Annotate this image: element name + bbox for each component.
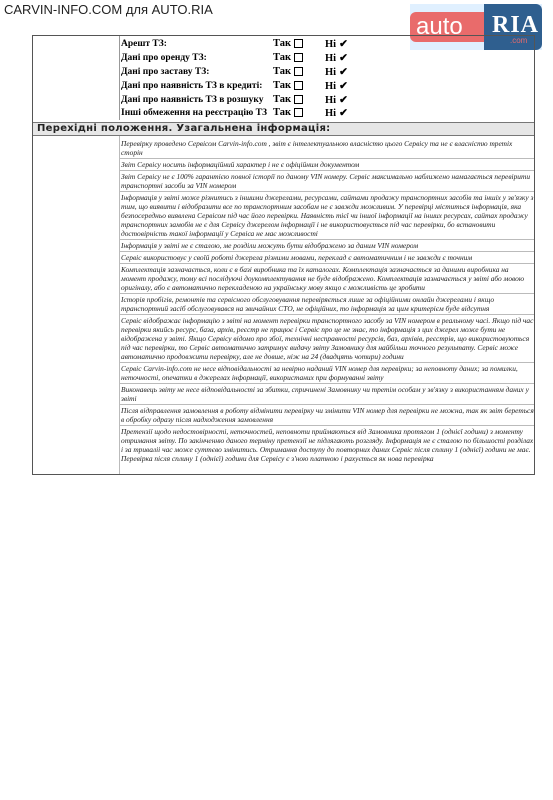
note-item: Інформація у звіті може різнитись з іншими джерелами, ресурсами, сайтами продажу транспортних засобів та іншіх у зв'язку з тим, що виявити і відобразити все по транспортним засобам не є завжди можливим. У перевірці міститься інформація, яка безпосередньо виявлена Сервісом під час його перевірки. Наявність тієї чи іншої інформації на інших ресурсах, сайтах продажу транспортних замобів не є для Сервісу джерелом інформації і не використовується під час перевірки, бо встановити достовірність такої інформації у Сервіса не має можливості [121,193,534,238]
question-row [33,67,534,79]
checkmark-icon: ✔ [339,53,348,64]
checkbox-empty-icon [294,39,303,48]
yes-option: Так [273,94,303,105]
logo-dotcom-text: .com [510,36,528,45]
checkbox-empty-icon [294,67,303,76]
question-row [33,53,534,65]
checkmark-icon: ✔ [339,81,348,92]
logo-auto-text: auto [416,13,463,40]
question-label: Дані про заставу ТЗ: [121,67,210,77]
no-option: Ні ✔ [325,39,348,50]
question-row [33,108,534,120]
checkbox-empty-icon [294,53,303,62]
no-option: Ні ✔ [325,53,348,64]
yes-option: Так [273,80,303,91]
note-item: Після відправлення замовлення в роботу відмінити перевірку чи змінити VIN номер для перевірки не можна, так як звіт береться в обробку одразу після надходження замовлення [121,406,534,424]
checkbox-empty-icon [294,81,303,90]
yes-option: Так [273,107,303,118]
yes-option: Так [273,52,303,63]
notes-list [119,138,534,464]
note-item: Перевірку проведено Сервісом Carvin-info.com , звіт є інтелектуальною власністю цього Сервісу та не є власністю третіх сторін [119,138,534,159]
yes-option: Так [273,66,303,77]
checkmark-icon: ✔ [339,95,348,106]
note-item: Сервіс використовує у своїй роботі джерела різними мовами, переклад є автоматичним і не завжди є точним [119,252,534,264]
question-label: Дані про оренду ТЗ: [121,53,207,63]
checkmark-icon: ✔ [339,67,348,78]
no-option: Ні ✔ [325,108,348,119]
logo-ria-text: RIA [492,12,540,38]
note-item: Інформація у звіті не є сталою, ме розділи можуть бути відображено за даним VIN номером [119,240,534,252]
note-item: Претензії щодо недостовірності, неточностей, неповноти приймаються від Замовника протягом 1 (однієї години) з моменту отримання звіту. По закінченню даного терміну претензії не підлягають розгляду. Інформація не є сталою по більшості розділах і за триваліі час може суттєво змінитись. Отримання доступу до повторних даних Сервіс після сплину 1 (однієї) години не має. Перевірка після сплину 1 (однієї) години для Сервісу є з'ною платною і рахується як нова перевірка [121,427,534,463]
question-label: Арешт ТЗ: [121,39,167,49]
checkbox-empty-icon [294,108,303,117]
question-label: Дані про наявність ТЗ в розшуку [121,95,264,105]
note-item: Звіт Сервісу носить інформаційний характер і не є офіційним документом [119,159,534,171]
note-item: Сервіс відображає інформацію з звіті на момент перевірки транспортного засобу за VIN номером в реальному часі. Якщо під час перевірки якийсь ресурс, база, архів, реєстр не працює і Сервіс про це не знає, то інформація з цих джерел може бути не відображена у звіті. Якщо Сервісу відомо про збої, технічні несправності ресурсів, баз, архівів, реєстрів, що використовуються під час перевірки, то Сервіс автоматично затримує видачу звіту Замовнику для найбільш точного результату. Сервіс може автоматично продовжити перевірку, але не довше, ніж на 24 (двадцять чотири) години [121,316,534,361]
question-label: Дані про наявність ТЗ в кредиті: [121,81,263,91]
checkmark-icon: ✔ [339,108,348,119]
no-option: Ні ✔ [325,67,348,78]
yes-option: Так [273,38,303,49]
note-item: Виконавець звіту не несе відповідальності за збитки, спричинені Замовнику чи третім особам у зв'язку з використанням даних у звіті [119,384,534,405]
section-title: Перехідні положення. Узагальнена інформація: [37,123,331,134]
no-option: Ні ✔ [325,95,348,106]
note-item: Звіт Сервісу не є 100% гарантією повної історії по даному VIN номеру. Сервіс максимально наближено намагається перевірити транспортні засоби за VIN номером [119,171,534,192]
section-header [33,122,534,136]
site-caption: CARVIN-INFO.COM для AUTO.RIA [4,2,213,17]
checkbox-empty-icon [294,95,303,104]
note-item: Історія пробігів, ремонтів та сервісного обслуговування перевіряється лише за офіційними онлайн джерелами і якщо транспортний засіб обслуговувався на звичайних СТО, не офіційних, то інформація за цим критерієм буде відсутня [119,294,534,315]
checkmark-icon: ✔ [339,39,348,50]
question-label: Інші обмеження на реєстрацію ТЗ [121,108,267,118]
no-option: Ні ✔ [325,81,348,92]
note-item: Сервіс Carvin-info.com не несе відповідальності за невірно наданий VIN номер для перевірки; за неповноту даних; за помилки, неточності, опечатки в джерелах інформації, використаних при формуванні звіту [119,363,534,384]
question-row [33,39,534,51]
report-document [32,35,535,475]
question-row [33,95,534,107]
note-item: Комплектація зазначається, коли є в базі виробника та їх каталогах. Комплектація зазначається за даними виробника на момент продажу, тому всі послідуючі доукомплектування не буде відображено. Комплектація зазначається у звіті або мовою оригіналу, або є автоматично перекладеною на українську мову якщо є можливість це зробити [119,264,534,294]
question-row [33,81,534,93]
